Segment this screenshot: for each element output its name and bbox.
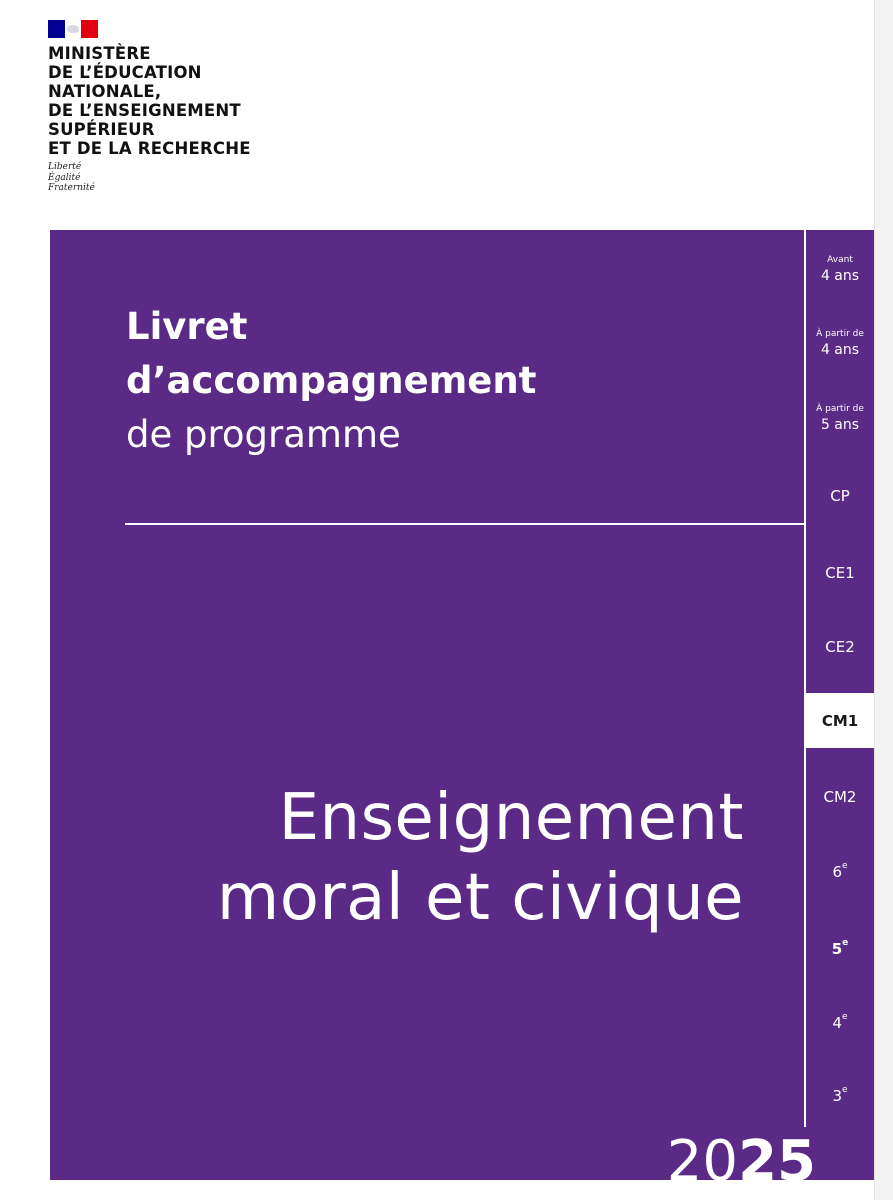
level-ce2: CE2 xyxy=(825,638,855,656)
subject-title xyxy=(217,778,744,938)
ministry-line: DE L’ÉDUCATION xyxy=(48,63,202,82)
level-avant-4-ans: Avant 4 ans xyxy=(820,255,860,284)
levels-divider xyxy=(804,230,806,1127)
ministry-name xyxy=(48,44,251,158)
divider xyxy=(125,523,805,525)
motto-line: Fraternité xyxy=(48,183,95,193)
subject-line: moral et civique xyxy=(216,861,744,935)
level-a-partir-5-ans: À partir de 5 ans xyxy=(816,404,864,433)
marianne-logo xyxy=(48,20,98,38)
ministry-header xyxy=(48,20,251,194)
ministry-line: MINISTÈRE xyxy=(48,44,151,63)
level-6e: 6e xyxy=(832,861,848,881)
document-subtitle: de programme xyxy=(126,413,401,456)
level-4e: 4e xyxy=(832,1012,848,1032)
subject-line: Enseignement xyxy=(278,781,744,855)
motto-line: Égalité xyxy=(48,172,81,183)
republic-motto xyxy=(48,162,251,194)
cover-panel xyxy=(50,230,874,1194)
title-line: d’accompagnement xyxy=(126,359,537,402)
publication-year xyxy=(666,1129,816,1194)
level-cm2: CM2 xyxy=(823,788,857,806)
year-part-bold: 25 xyxy=(738,1129,816,1194)
level-ce1: CE1 xyxy=(825,564,855,582)
ministry-line: NATIONALE, xyxy=(48,82,162,101)
document-title xyxy=(126,300,536,408)
year-part-light: 20 xyxy=(666,1129,739,1194)
level-a-partir-4-ans: À partir de 4 ans xyxy=(816,329,864,358)
level-5e: 5e xyxy=(831,938,849,958)
level-3e: 3e xyxy=(832,1085,848,1105)
ministry-line: DE L’ENSEIGNEMENT xyxy=(48,101,241,120)
ministry-line: SUPÉRIEUR xyxy=(48,120,155,139)
level-cp: CP xyxy=(830,487,850,505)
level-cm1-active: CM1 xyxy=(806,693,874,748)
ministry-line: ET DE LA RECHERCHE xyxy=(48,139,251,158)
page-edge xyxy=(874,0,893,1200)
title-line: Livret xyxy=(126,305,248,348)
motto-line: Liberté xyxy=(48,162,82,172)
